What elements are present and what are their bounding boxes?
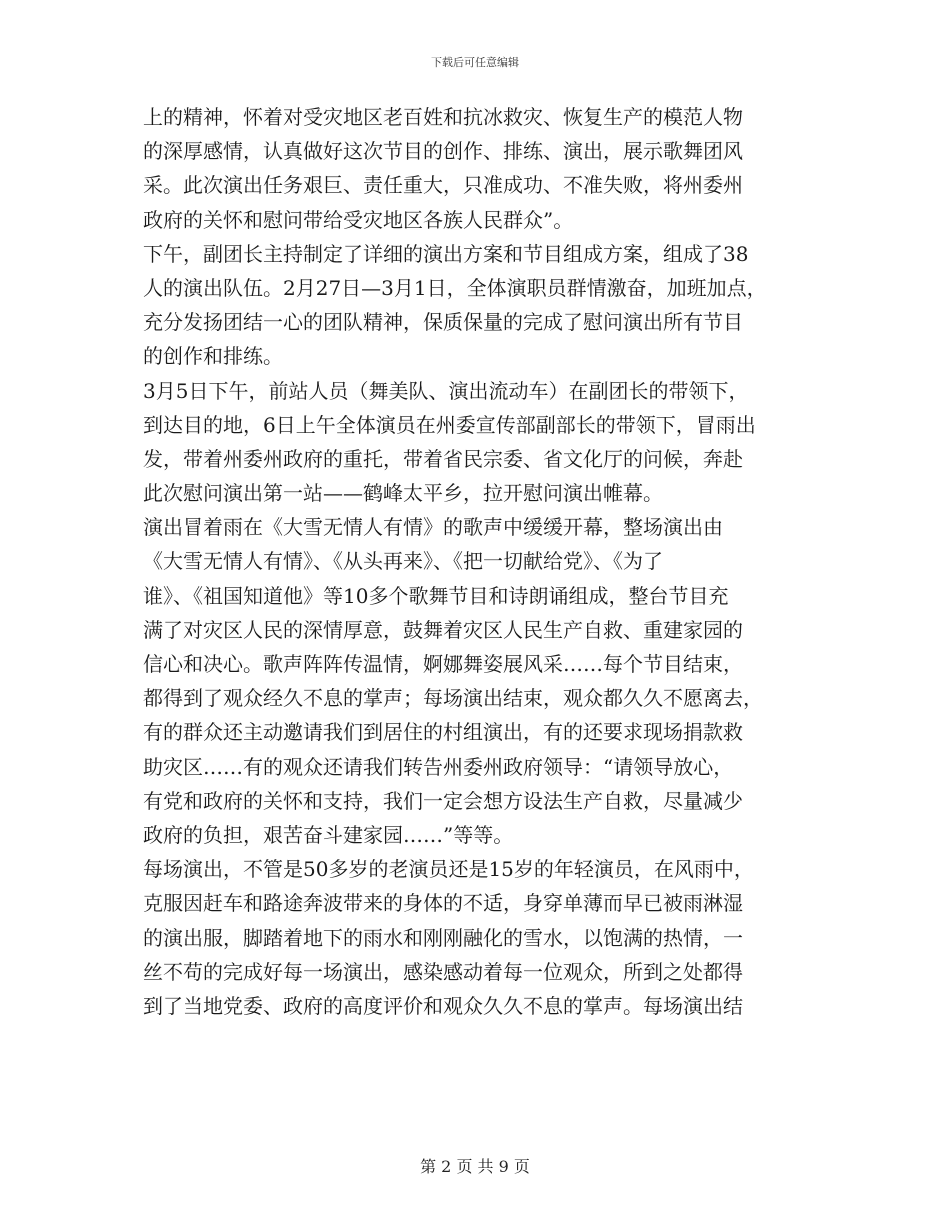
text-line: 3月5日下午，前站人员（舞美队、演出流动车）在副团长的带领下， (143, 378, 749, 403)
text-line: 发，带着州委州政府的重托，带着省民宗委、省文化厅的问候，奔赴 (143, 446, 743, 471)
text-line: 信心和决心。歌声阵阵传温情，婀娜舞姿展风采……每个节目结束， (143, 652, 743, 676)
text-line: 的深厚感情，认真做好这次节目的创作、排练、演出，展示歌舞团风 (143, 139, 743, 164)
text-line: 谁》、《祖国知道他》等10多个歌舞节目和诗朗诵组成，整台节目充 (143, 583, 729, 608)
text-line: 的创作和排练。 (143, 344, 283, 369)
text-line: 此次慰问演出第一站——鹤峰太平乡，拉开慰问演出帷幕。 (143, 481, 663, 506)
text-line: 满了对灾区人民的深情厚意，鼓舞着灾区人民生产自救、重建家园的 (143, 617, 743, 642)
text-line: 政府的关怀和慰问带给受灾地区各族人民群众”。 (143, 207, 574, 232)
text-line: 都得到了观众经久不息的掌声；每场演出结束，观众都久久不愿离去， (143, 686, 763, 711)
page-header: 下载后可任意编辑 (431, 56, 519, 69)
text-line: 克服因赶车和路途奔波带来的身体的不适，身穿单薄而早已被雨淋湿 (143, 891, 743, 916)
text-line: 有党和政府的关怀和支持，我们一定会想方设法生产自救，尽量减少 (143, 788, 743, 813)
text-line: 的演出服，脚踏着地下的雨水和刚刚融化的雪水，以饱满的热情，一 (143, 925, 743, 950)
text-line: 到达目的地，6日上午全体演员在州委宣传部副部长的带领下，冒雨出 (143, 412, 756, 437)
text-line: 有的群众还主动邀请我们到居住的村组演出，有的还要求现场捐款救 (143, 720, 743, 745)
text-line: 每场演出，不管是50多岁的老演员还是15岁的年轻演员，在风雨中， (143, 857, 754, 882)
text-line: 助灾区……有的观众还请我们转告州委州政府领导：“请领导放心， (143, 754, 734, 779)
text-line: 下午，副团长主持制定了详细的演出方案和节目组成方案，组成了38 (143, 241, 749, 266)
text-line: 演出冒着雨在《大雪无情人有情》的歌声中缓缓开幕，整场演出由 (143, 515, 723, 540)
body-text (143, 100, 823, 1023)
text-line: 人的演出队伍。2月27日—3月1日，全体演职员群情激奋，加班加点， (143, 275, 767, 300)
page-number: 第 2 页 共 9 页 (420, 1157, 530, 1176)
text-line: 政府的负担，艰苦奋斗建家园……”等等。 (143, 822, 514, 847)
text-line: 充分发扬团结一心的团队精神，保质保量的完成了慰问演出所有节目 (143, 310, 743, 335)
text-line: 丝不苟的完成好每一场演出，感染感动着每一位观众，所到之处都得 (143, 959, 743, 984)
text-line: 《大雪无情人有情》、《从头再来》、《把一切献给党》、《为了 (143, 549, 663, 574)
text-line: 到了当地党委、政府的高度评价和观众久久不息的掌声。每场演出结 (143, 993, 743, 1018)
text-line: 上的精神，怀着对受灾地区老百姓和抗冰救灾、恢复生产的模范人物 (143, 105, 743, 129)
text-line: 采。此次演出任务艰巨、责任重大，只准成功、不准失败，将州委州 (143, 173, 743, 198)
